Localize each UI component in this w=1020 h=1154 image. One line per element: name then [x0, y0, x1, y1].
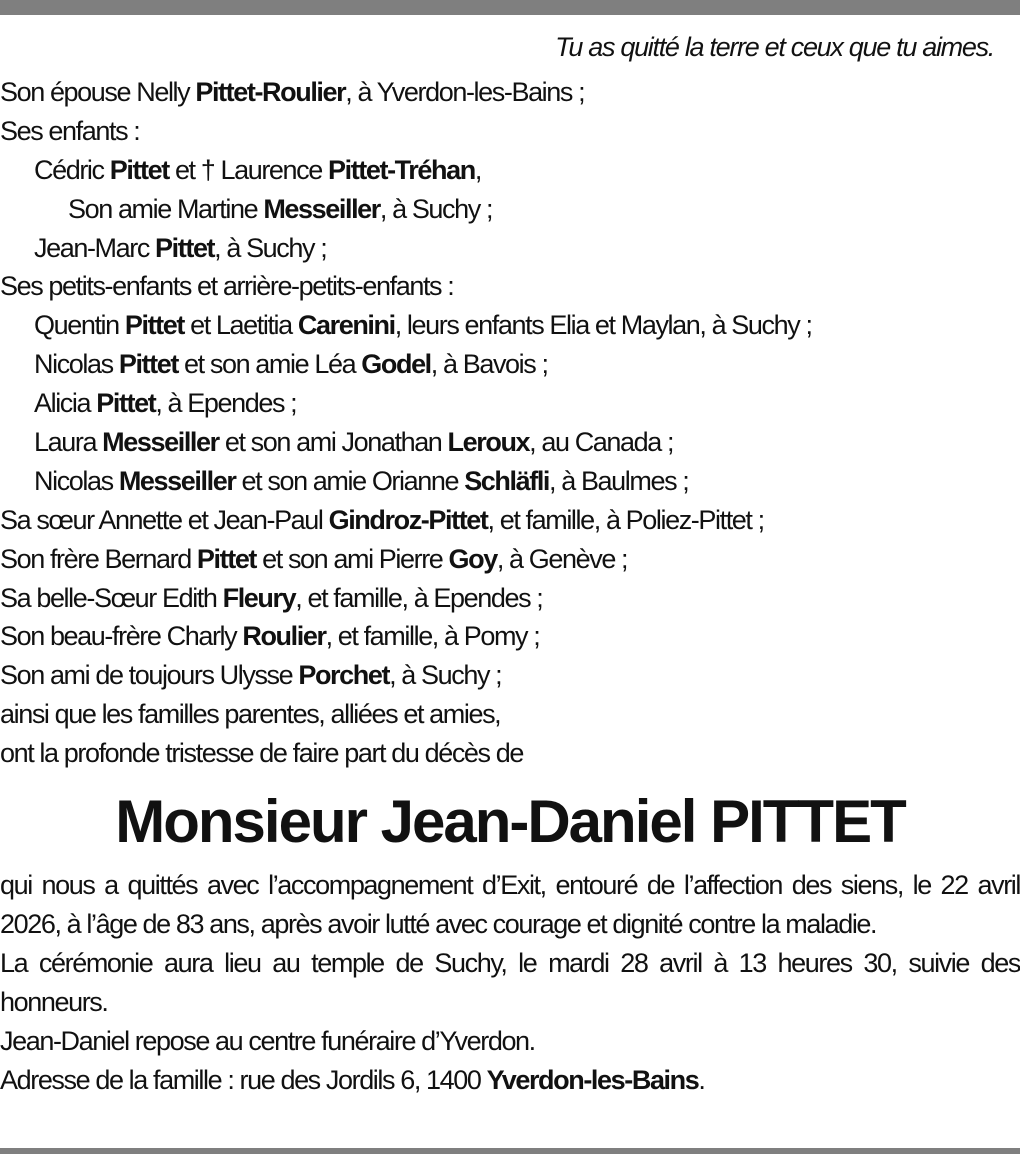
- text-segment: et † Laurence: [168, 154, 328, 185]
- text-segment: et son amie Orianne: [235, 465, 465, 496]
- text-segment: , à Genève ;: [496, 543, 628, 574]
- notice-paragraph: [0, 1061, 1020, 1100]
- family-line: [0, 151, 1020, 190]
- text-segment: , et famille, à Pomy ;: [325, 621, 540, 652]
- text-segment: Sa belle-Sœur Edith: [0, 582, 223, 613]
- family-line: [0, 423, 1020, 462]
- text-segment: Jean-Daniel repose au centre funéraire d’Yverdon.: [0, 1025, 535, 1056]
- text-segment: Son beau-frère Charly: [0, 621, 243, 652]
- surname: Leroux: [447, 427, 530, 458]
- family-line: [0, 345, 1020, 384]
- text-segment: , et famille, à Ependes ;: [295, 582, 543, 613]
- surname: Pittet: [118, 349, 178, 380]
- family-line: [0, 384, 1020, 423]
- text-segment: Sa sœur Annette et Jean-Paul: [0, 504, 329, 535]
- text-segment: , à Suchy ;: [214, 232, 327, 263]
- family-list: [0, 73, 1020, 773]
- surname: Schläfli: [464, 465, 550, 496]
- surname: Pittet: [155, 232, 215, 263]
- text-segment: , à Bavois ;: [430, 349, 548, 380]
- text-segment: et son ami Jonathan: [218, 427, 448, 458]
- text-segment: Nicolas: [34, 349, 119, 380]
- text-segment: ont la profonde tristesse de faire part du décès de: [0, 738, 523, 769]
- surname: Pittet-Roulier: [195, 77, 346, 107]
- text-segment: .: [698, 1064, 705, 1095]
- text-segment: , et famille, à Poliez-Pittet ;: [487, 504, 764, 535]
- text-segment: Son frère Bernard: [0, 543, 197, 574]
- text-segment: , à Suchy ;: [379, 193, 493, 224]
- surname: Porchet: [298, 660, 390, 691]
- text-segment: Adresse de la famille : rue des Jordils 6, 1400: [0, 1064, 487, 1095]
- surname: Messeiller: [102, 427, 219, 458]
- text-segment: Son épouse Nelly: [0, 77, 196, 107]
- surname: Pittet: [109, 154, 169, 185]
- text-segment: Son amie Martine: [68, 193, 264, 224]
- notice-paragraph: [0, 944, 1020, 1022]
- text-segment: ainsi que les familles parentes, alliées et amies,: [0, 699, 501, 730]
- epigraph: Tu as quitté la terre et ceux que tu aimes.: [555, 32, 994, 62]
- family-line: [0, 579, 1020, 618]
- text-segment: Cédric: [34, 154, 110, 185]
- text-segment: , à Suchy ;: [389, 660, 502, 691]
- text-segment: Son ami de toujours Ulysse: [0, 660, 299, 691]
- text-segment: , à Ependes ;: [155, 388, 297, 419]
- text-segment: Laura: [34, 427, 103, 458]
- surname: Messeiller: [118, 465, 236, 496]
- family-line: [0, 229, 1020, 268]
- surname: Pittet-Tréhan: [327, 154, 475, 185]
- family-line: [0, 462, 1020, 501]
- text-segment: et Laetitia: [183, 310, 298, 341]
- surname: Carenini: [297, 310, 395, 341]
- surname: Fleury: [222, 582, 296, 613]
- family-line: [0, 617, 1020, 656]
- text-segment: , leurs enfants Elia et Maylan, à Suchy ;: [394, 310, 812, 341]
- family-line: [0, 734, 1020, 773]
- family-line: [0, 695, 1020, 734]
- text-segment: Alicia: [34, 388, 97, 419]
- family-line: [0, 190, 1020, 229]
- surname: Goy: [448, 543, 497, 574]
- text-segment: , à Baulmes ;: [549, 465, 689, 496]
- text-segment: Quentin: [34, 310, 125, 341]
- surname: Messeiller: [263, 193, 380, 224]
- text-segment: Ses petits-enfants et arrière-petits-enfants :: [0, 271, 454, 302]
- surname: Pittet: [124, 310, 184, 341]
- family-line: [0, 540, 1020, 579]
- family-line: [0, 656, 1020, 695]
- family-line: [0, 501, 1020, 540]
- text-segment: et son ami Pierre: [256, 543, 449, 574]
- surname: Godel: [361, 349, 431, 380]
- surname: Roulier: [242, 621, 326, 652]
- text-segment: , à Yverdon-les-Bains ;: [345, 77, 585, 107]
- family-line: [0, 73, 1020, 112]
- notice-paragraph: [0, 866, 1020, 944]
- bottom-rule: [0, 1148, 1020, 1154]
- deceased-name: Monsieur Jean-Daniel PITTET: [115, 788, 905, 855]
- notice-paragraph: [0, 1022, 1020, 1061]
- surname: Gindroz-Pittet: [328, 504, 488, 535]
- text-segment: Jean-Marc: [34, 232, 156, 263]
- surname: Pittet: [196, 543, 257, 574]
- text-segment: La cérémonie aura lieu au temple de Suchy, le mardi 28 avril à 13 heures 30, suivie des honneurs.: [0, 947, 1020, 1017]
- text-segment: Nicolas: [34, 465, 119, 496]
- text-segment: qui nous a quittés avec l’accompagnement d’Exit, entouré de l’affection des siens, le 22 avril 2026, à l’âge de 83 ans, après avoir lutté avec courage et dignité contre la maladie.: [0, 870, 1020, 939]
- notice-body: [0, 866, 1020, 1099]
- surname: Yverdon-les-Bains: [486, 1064, 699, 1095]
- text-segment: Ses enfants :: [0, 115, 140, 146]
- text-segment: et son amie Léa: [177, 349, 362, 380]
- family-line: [0, 267, 1020, 306]
- text-segment: , au Canada ;: [529, 427, 674, 458]
- family-line: [0, 112, 1020, 151]
- text-segment: ,: [474, 154, 481, 185]
- surname: Pittet: [96, 388, 156, 419]
- family-line: [0, 306, 1020, 345]
